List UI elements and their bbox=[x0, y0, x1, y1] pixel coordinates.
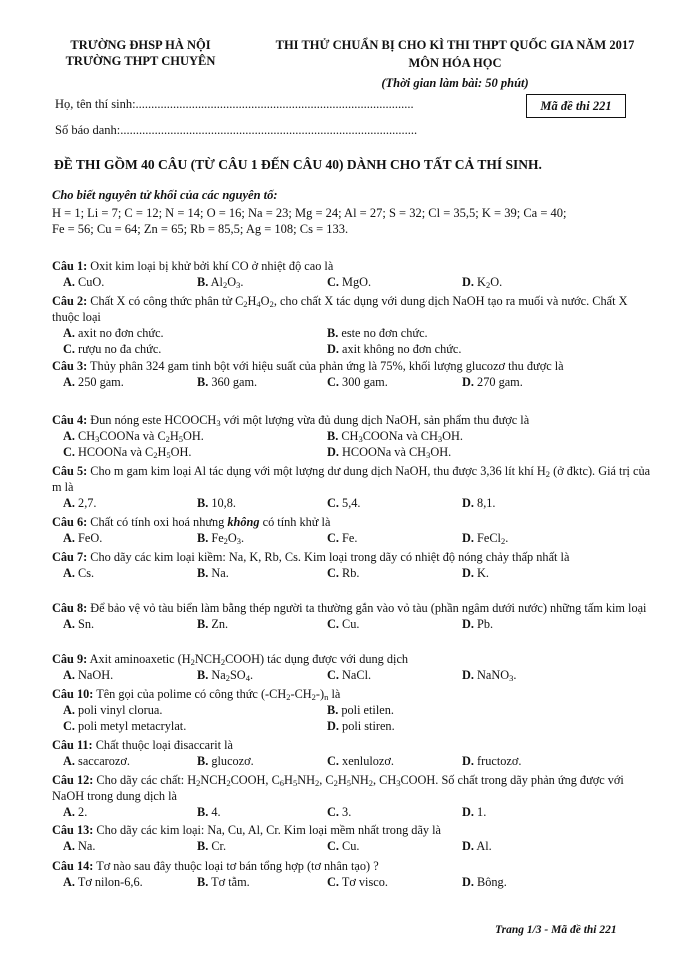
option-letter: A. bbox=[63, 839, 75, 853]
option-text: FeO. bbox=[74, 531, 103, 545]
answer-option bbox=[327, 616, 359, 632]
options-row bbox=[52, 530, 652, 546]
answer-option bbox=[63, 838, 95, 854]
option-letter: D. bbox=[462, 839, 474, 853]
option-letter: B. bbox=[197, 839, 209, 853]
option-text: Tơ visco. bbox=[338, 875, 388, 889]
question-1 bbox=[52, 258, 652, 290]
question-number: Câu 12: bbox=[52, 773, 94, 787]
option-text: 250 gam. bbox=[74, 375, 124, 389]
option-letter: D. bbox=[462, 496, 474, 510]
options-row bbox=[52, 616, 652, 632]
answer-option bbox=[197, 495, 236, 511]
question-8 bbox=[52, 600, 652, 632]
options-row bbox=[52, 428, 652, 444]
option-letter: B. bbox=[327, 429, 339, 443]
question-text: Chất X có công thức phân tử $C_2H_4O_2$, cho chất X tác dụng với dung dịch NaOH tạo ra muối và nước. Chất X thuộc loại bbox=[52, 294, 628, 324]
question-text: Để bảo vệ vỏ tàu biển làm bằng thép người ta thường gắn vào vỏ tàu (phần ngâm dưới nước) những tấm kim loại bbox=[87, 601, 647, 615]
option-letter: D. bbox=[462, 375, 474, 389]
answer-option bbox=[197, 616, 228, 632]
answer-option bbox=[197, 374, 257, 390]
question-stem bbox=[52, 258, 652, 274]
option-letter: C. bbox=[327, 566, 339, 580]
options-row bbox=[52, 874, 652, 890]
question-number: Câu 10: bbox=[52, 687, 94, 701]
options-row bbox=[52, 702, 652, 718]
answer-option bbox=[462, 667, 516, 683]
option-letter: C. bbox=[327, 839, 339, 853]
option-text: poli etilen. bbox=[338, 703, 394, 717]
answer-option bbox=[63, 616, 94, 632]
option-letter: B. bbox=[197, 754, 209, 768]
option-text: 300 gam. bbox=[338, 375, 388, 389]
option-letter: D. bbox=[462, 566, 474, 580]
answer-option bbox=[197, 530, 244, 546]
question-10 bbox=[52, 686, 652, 734]
student-name-field: Họ, tên thí sinh:......................................................................................... bbox=[55, 97, 414, 111]
atomic-mass-line-1: H = 1; Li = 7; C = 12; N = 14; O = 16; Na = 23; Mg = 24; Al = 27; S = 32; Cl = 35,5; K = 39; Ca = 40; bbox=[52, 206, 567, 220]
atomic-mass-intro: Cho biết nguyên tử khối của các nguyên tố: bbox=[52, 188, 278, 202]
answer-option bbox=[63, 495, 97, 511]
exam-duration: (Thời gian làm bài: 50 phút) bbox=[381, 76, 529, 90]
answer-option bbox=[197, 667, 253, 683]
question-text: Cho m gam kim loại Al tác dụng với một lượng dư dung dịch NaOH, thu được 3,36 lít khí $H_2$ (ở đktc). Giá trị của m là bbox=[52, 464, 651, 494]
question-stem bbox=[52, 358, 652, 374]
option-letter: B. bbox=[197, 805, 209, 819]
question-2 bbox=[52, 293, 652, 357]
exam-code-box: Mã đề thi 221 bbox=[526, 94, 626, 118]
option-letter: B. bbox=[197, 875, 209, 889]
option-letter: D. bbox=[327, 719, 339, 733]
question-stem bbox=[52, 549, 652, 565]
option-letter: B. bbox=[197, 668, 209, 682]
answer-option bbox=[63, 874, 143, 890]
option-text: Fe. bbox=[338, 531, 358, 545]
option-text: HCOONa và $C_2H_5OH$. bbox=[74, 445, 192, 460]
answer-option bbox=[63, 667, 113, 683]
options-row bbox=[52, 565, 652, 581]
option-text: saccarozơ. bbox=[74, 754, 130, 768]
option-letter: A. bbox=[63, 754, 75, 768]
question-number: Câu 7: bbox=[52, 550, 88, 564]
option-letter: A. bbox=[63, 496, 75, 510]
option-text: Na. bbox=[74, 839, 96, 853]
options-row bbox=[52, 753, 652, 769]
answer-option bbox=[327, 804, 351, 820]
answer-option bbox=[462, 530, 508, 546]
option-text: $CH_3COONa$ và $CH_3OH$. bbox=[338, 429, 463, 444]
answer-option bbox=[462, 838, 492, 854]
answer-option bbox=[197, 804, 221, 820]
option-text: 2. bbox=[74, 805, 88, 819]
option-letter: A. bbox=[63, 875, 75, 889]
question-text: Axit aminoaxetic $(H_2NCH_2COOH)$ tác dụng được với dung dịch bbox=[87, 652, 409, 667]
question-text: Tơ nào sau đây thuộc loại tơ bán tổng hợp (tơ nhân tạo) ? bbox=[93, 859, 379, 873]
answer-option bbox=[63, 565, 94, 581]
option-letter: A. bbox=[63, 617, 75, 631]
option-text: 2,7. bbox=[74, 496, 97, 510]
answer-option bbox=[197, 565, 229, 581]
option-letter: D. bbox=[462, 805, 474, 819]
question-number: Câu 14: bbox=[52, 859, 94, 873]
answer-option bbox=[327, 444, 451, 460]
answer-option bbox=[63, 718, 186, 734]
option-text: Tơ nilon-6,6. bbox=[74, 875, 143, 889]
option-letter: D. bbox=[462, 668, 474, 682]
option-text: poli metyl metacrylat. bbox=[74, 719, 187, 733]
answer-option bbox=[327, 702, 394, 718]
question-4 bbox=[52, 412, 652, 460]
option-letter: A. bbox=[63, 703, 75, 717]
option-letter: D. bbox=[462, 875, 474, 889]
question-number: Câu 2: bbox=[52, 294, 88, 308]
options-row bbox=[52, 838, 652, 854]
options-row bbox=[52, 325, 652, 341]
option-text: 4. bbox=[208, 805, 221, 819]
option-letter: A. bbox=[63, 429, 75, 443]
question-number: Câu 9: bbox=[52, 652, 88, 666]
answer-option bbox=[462, 495, 496, 511]
option-text: 5,4. bbox=[338, 496, 361, 510]
option-text: este no đơn chức. bbox=[338, 326, 428, 340]
option-letter: A. bbox=[63, 326, 75, 340]
option-text: 8,1. bbox=[473, 496, 496, 510]
option-text: K. bbox=[473, 566, 489, 580]
option-text: 3. bbox=[338, 805, 352, 819]
question-stem bbox=[52, 651, 652, 667]
option-text: Rb. bbox=[338, 566, 360, 580]
option-text: Cs. bbox=[74, 566, 95, 580]
option-text: 360 gam. bbox=[208, 375, 258, 389]
answer-option bbox=[197, 753, 254, 769]
question-stem bbox=[52, 600, 652, 616]
option-letter: C. bbox=[327, 668, 339, 682]
option-letter: C. bbox=[63, 445, 75, 459]
option-letter: C. bbox=[327, 875, 339, 889]
answer-option bbox=[63, 325, 164, 341]
option-letter: C. bbox=[327, 275, 339, 289]
option-text: $CH_3COONa$ và $C_2H_5OH$. bbox=[74, 429, 204, 444]
question-text: Cho dãy các kim loại: Na, Cu, Al, Cr. Kim loại mềm nhất trong dãy là bbox=[93, 823, 442, 837]
option-text: Zn. bbox=[208, 617, 229, 631]
question-text: Đun nóng este $HCOOCH_3$ với một lượng vừa đủ dung dịch NaOH, sản phẩm thu được là bbox=[87, 413, 530, 428]
option-text: $Na_2SO_4$. bbox=[208, 668, 254, 683]
options-row bbox=[52, 718, 652, 734]
option-text: 1. bbox=[473, 805, 487, 819]
question-stem bbox=[52, 858, 652, 874]
option-text: Pb. bbox=[473, 617, 494, 631]
question-5 bbox=[52, 463, 652, 511]
option-letter: C. bbox=[327, 617, 339, 631]
option-letter: D. bbox=[327, 342, 339, 356]
question-14 bbox=[52, 858, 652, 890]
answer-option bbox=[327, 753, 394, 769]
option-letter: B. bbox=[327, 703, 339, 717]
answer-option bbox=[327, 838, 359, 854]
question-stem bbox=[52, 737, 652, 753]
question-number: Câu 6: bbox=[52, 515, 88, 529]
option-text: poli vinyl clorua. bbox=[74, 703, 163, 717]
question-text: Chất thuộc loại đisaccarit là bbox=[92, 738, 233, 752]
option-text: HCOONa và $CH_3OH$. bbox=[338, 445, 452, 460]
answer-option bbox=[63, 341, 161, 357]
option-text: $K_2O$. bbox=[473, 275, 503, 290]
answer-option bbox=[63, 804, 87, 820]
option-letter: B. bbox=[197, 531, 209, 545]
answer-option bbox=[63, 530, 102, 546]
option-text: Sn. bbox=[74, 617, 95, 631]
exam-heading: ĐỀ THI GỒM 40 CÂU (TỪ CÂU 1 ĐẾN CÂU 40) DÀNH CHO TẤT CẢ THÍ SINH. bbox=[54, 157, 542, 172]
answer-option bbox=[197, 838, 226, 854]
option-letter: D. bbox=[462, 617, 474, 631]
option-letter: A. bbox=[63, 275, 75, 289]
question-number: Câu 5: bbox=[52, 464, 88, 478]
question-7 bbox=[52, 549, 652, 581]
question-11 bbox=[52, 737, 652, 769]
question-number: Câu 11: bbox=[52, 738, 93, 752]
option-letter: C. bbox=[63, 342, 75, 356]
option-text: $Al_2O_3$. bbox=[208, 275, 244, 290]
question-text: Oxit kim loại bị khử bởi khí CO ở nhiệt độ cao là bbox=[87, 259, 334, 273]
option-letter: A. bbox=[63, 375, 75, 389]
question-stem bbox=[52, 463, 652, 495]
student-id-field: Số báo danh:............................................................................................... bbox=[55, 123, 418, 137]
question-stem bbox=[52, 686, 652, 702]
option-letter: A. bbox=[63, 668, 75, 682]
answer-option bbox=[462, 274, 502, 290]
options-row bbox=[52, 495, 652, 511]
question-stem bbox=[52, 772, 652, 804]
answer-option bbox=[462, 616, 493, 632]
answer-option bbox=[327, 428, 463, 444]
school-name-1: TRƯỜNG ĐHSP HÀ NỘI bbox=[70, 38, 211, 52]
answer-option bbox=[63, 444, 191, 460]
option-text: poli stiren. bbox=[338, 719, 395, 733]
answer-option bbox=[327, 667, 371, 683]
question-number: Câu 13: bbox=[52, 823, 94, 837]
option-letter: C. bbox=[327, 375, 339, 389]
answer-option bbox=[327, 341, 461, 357]
option-text: $Fe_2O_3$. bbox=[208, 531, 245, 546]
exam-subject: MÔN HÓA HỌC bbox=[408, 56, 502, 70]
question-text: Thủy phân 324 gam tinh bột với hiệu suất của phản ứng là 75%, khối lượng glucozơ thu được là bbox=[87, 359, 564, 373]
options-row bbox=[52, 341, 652, 357]
answer-option bbox=[462, 874, 507, 890]
option-letter: B. bbox=[197, 496, 209, 510]
option-letter: C. bbox=[63, 719, 75, 733]
option-letter: B. bbox=[197, 566, 209, 580]
question-12 bbox=[52, 772, 652, 820]
option-text: 270 gam. bbox=[473, 375, 523, 389]
question-9 bbox=[52, 651, 652, 683]
answer-option bbox=[197, 874, 250, 890]
answer-option bbox=[462, 374, 523, 390]
answer-option bbox=[63, 374, 124, 390]
options-row bbox=[52, 444, 652, 460]
option-text: xenlulozơ. bbox=[338, 754, 394, 768]
option-letter: A. bbox=[63, 566, 75, 580]
options-row bbox=[52, 374, 652, 390]
question-text: Cho dãy các chất: $H_2NCH_2COOH$, $C_6H_5NH_2$, $C_2H_5NH_2$, $CH_3COOH$. Số chất trong dãy phản ứng được với NaOH trong dung dịch là bbox=[52, 773, 624, 803]
answer-option bbox=[462, 565, 489, 581]
option-letter: C. bbox=[327, 496, 339, 510]
answer-option bbox=[63, 702, 162, 718]
question-13 bbox=[52, 822, 652, 854]
answer-option bbox=[327, 874, 388, 890]
option-text: NaCl. bbox=[338, 668, 372, 682]
answer-option bbox=[63, 274, 104, 290]
answer-option bbox=[327, 374, 388, 390]
options-row bbox=[52, 667, 652, 683]
option-text: FeCl$_2$. bbox=[473, 531, 509, 546]
question-stem bbox=[52, 514, 652, 530]
option-letter: B. bbox=[197, 617, 209, 631]
answer-option bbox=[327, 325, 428, 341]
exam-title: THI THỬ CHUẨN BỊ CHO KÌ THI THPT QUỐC GIA NĂM 2017 bbox=[275, 38, 635, 52]
option-letter: B. bbox=[197, 275, 209, 289]
question-text: Tên gọi của polime có công thức $(-CH_2-CH_2-)_n$ là bbox=[93, 687, 341, 702]
option-text: Al. bbox=[473, 839, 492, 853]
option-text: NaNO$_3$. bbox=[473, 668, 517, 683]
option-letter: C. bbox=[327, 754, 339, 768]
answer-option bbox=[197, 274, 243, 290]
school-name-2: TRƯỜNG THPT CHUYÊN bbox=[65, 54, 216, 68]
answer-option bbox=[63, 753, 130, 769]
answer-option bbox=[63, 428, 204, 444]
options-row bbox=[52, 804, 652, 820]
option-letter: D. bbox=[327, 445, 339, 459]
question-text: Chất có tính oxi hoá nhưng không có tính khử là bbox=[87, 515, 331, 529]
question-stem bbox=[52, 822, 652, 838]
question-stem bbox=[52, 293, 652, 325]
option-text: CuO. bbox=[74, 275, 105, 289]
option-letter: B. bbox=[327, 326, 339, 340]
question-number: Câu 1: bbox=[52, 259, 88, 273]
option-letter: D. bbox=[462, 754, 474, 768]
page-footer: Trang 1/3 - Mã đề thi 221 bbox=[495, 924, 617, 936]
option-text: Na. bbox=[208, 566, 229, 580]
question-3 bbox=[52, 358, 652, 390]
option-letter: A. bbox=[63, 805, 75, 819]
option-text: rượu no đa chức. bbox=[74, 342, 162, 356]
question-number: Câu 4: bbox=[52, 413, 88, 427]
question-text: Cho dãy các kim loại kiềm: Na, K, Rb, Cs. Kim loại trong dãy có nhiệt độ nóng chảy thấp nhất là bbox=[87, 550, 570, 564]
option-text: fructozơ. bbox=[473, 754, 522, 768]
answer-option bbox=[327, 530, 357, 546]
answer-option bbox=[327, 495, 361, 511]
option-letter: B. bbox=[197, 375, 209, 389]
option-letter: A. bbox=[63, 531, 75, 545]
answer-option bbox=[327, 274, 371, 290]
option-letter: C. bbox=[327, 531, 339, 545]
option-text: 10,8. bbox=[208, 496, 236, 510]
option-text: Cu. bbox=[338, 617, 360, 631]
option-text: Bông. bbox=[473, 875, 507, 889]
option-text: NaOH. bbox=[74, 668, 114, 682]
option-text: MgO. bbox=[338, 275, 372, 289]
option-letter: D. bbox=[462, 275, 474, 289]
question-number: Câu 8: bbox=[52, 601, 88, 615]
question-6 bbox=[52, 514, 652, 546]
options-row bbox=[52, 274, 652, 290]
option-text: axit không no đơn chức. bbox=[338, 342, 462, 356]
atomic-mass-line-2: Fe = 56; Cu = 64; Zn = 65; Rb = 85,5; Ag = 108; Cs = 133. bbox=[52, 222, 349, 236]
answer-option bbox=[327, 565, 359, 581]
option-text: glucozơ. bbox=[208, 754, 254, 768]
option-text: axit no đơn chức. bbox=[74, 326, 164, 340]
question-number: Câu 3: bbox=[52, 359, 88, 373]
option-text: Cr. bbox=[208, 839, 227, 853]
answer-option bbox=[327, 718, 395, 734]
option-letter: D. bbox=[462, 531, 474, 545]
option-text: Tơ tằm. bbox=[208, 875, 250, 889]
question-stem bbox=[52, 412, 652, 428]
option-letter: C. bbox=[327, 805, 339, 819]
answer-option bbox=[462, 804, 486, 820]
option-text: Cu. bbox=[338, 839, 360, 853]
answer-option bbox=[462, 753, 521, 769]
